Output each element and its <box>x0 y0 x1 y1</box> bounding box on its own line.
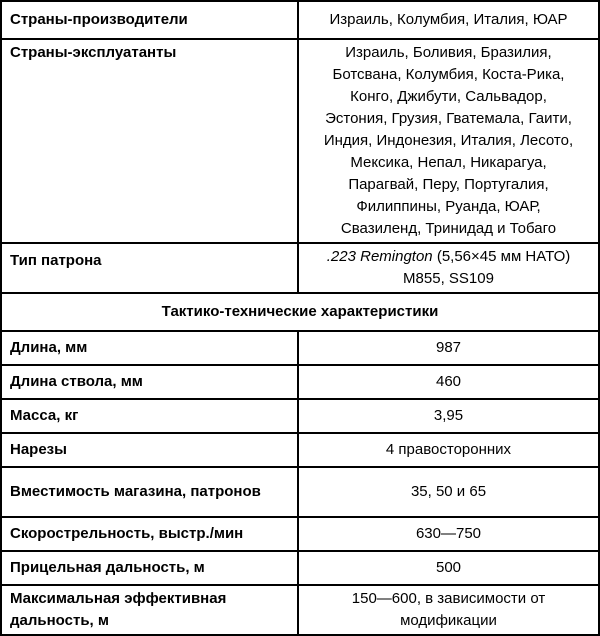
value-line: Конго, Джибути, Сальвадор, <box>350 88 547 105</box>
row-label: Длина, мм <box>1 331 298 365</box>
row-value <box>298 39 599 243</box>
row-label: Страны-производители <box>1 1 298 39</box>
value-line: Парагвай, Перу, Португалия, <box>348 176 549 193</box>
row-label: Тип патрона <box>1 243 298 293</box>
row-value: 500 <box>298 551 599 585</box>
table-row <box>1 551 599 585</box>
table-row <box>1 433 599 467</box>
table-row <box>1 517 599 551</box>
value-line: Свазиленд, Тринидад и Тобаго <box>340 220 557 237</box>
value-line: Израиль, Боливия, Бразилия, <box>345 44 552 61</box>
row-label: Страны-эксплуатанты <box>1 39 298 243</box>
row-label: Длина ствола, мм <box>1 365 298 399</box>
value-line: Филиппины, Руанда, ЮАР, <box>356 198 541 215</box>
row-label: Нарезы <box>1 433 298 467</box>
cartridge-name: .223 Remington <box>326 248 433 265</box>
row-value: 987 <box>298 331 599 365</box>
table-row <box>1 39 599 243</box>
row-label: Максимальная эффективная дальность, м <box>1 585 298 635</box>
value-line: Эстония, Грузия, Гватемала, Гаити, <box>325 110 572 127</box>
row-label: Прицельная дальность, м <box>1 551 298 585</box>
row-value: 35, 50 и 65 <box>298 467 599 517</box>
table-row <box>1 331 599 365</box>
section-title: Тактико-технические характеристики <box>1 293 599 331</box>
table-row <box>1 365 599 399</box>
value-line: Мексика, Непал, Никарагуа, <box>350 154 547 171</box>
table-row <box>1 399 599 433</box>
row-label: Скорострельность, выстр./мин <box>1 517 298 551</box>
cartridge-spec: (5,56×45 мм НАТО) <box>432 248 571 265</box>
row-value: Израиль, Колумбия, Италия, ЮАР <box>298 1 599 39</box>
row-value: 630—750 <box>298 517 599 551</box>
row-value: 150—600, в зависимости от модификации <box>298 585 599 635</box>
row-label: Вместимость магазина, патронов <box>1 467 298 517</box>
value-line: Индия, Индонезия, Италия, Лесото, <box>323 132 574 149</box>
section-header-row <box>1 293 599 331</box>
row-label: Масса, кг <box>1 399 298 433</box>
row-value: 460 <box>298 365 599 399</box>
value-line: Ботсвана, Колумбия, Коста-Рика, <box>332 66 565 83</box>
row-value: 4 правосторонних <box>298 433 599 467</box>
row-value <box>298 243 599 293</box>
row-value: 3,95 <box>298 399 599 433</box>
table-row <box>1 467 599 517</box>
table-row <box>1 1 599 39</box>
cartridge-variants: M855, SS109 <box>403 270 494 287</box>
table-row <box>1 243 599 293</box>
table-row <box>1 585 599 635</box>
